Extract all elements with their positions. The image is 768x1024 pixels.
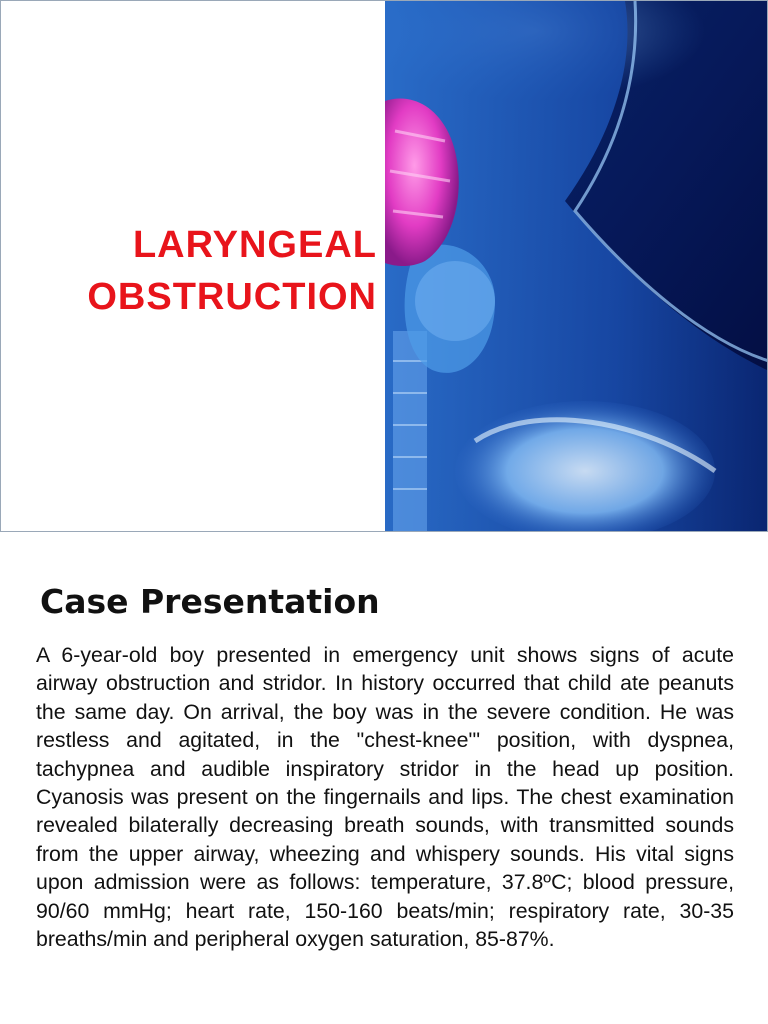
title-line-2: OBSTRUCTION bbox=[87, 276, 377, 318]
case-presentation-heading: Case Presentation bbox=[40, 582, 380, 621]
neck-xray-image bbox=[385, 1, 768, 532]
slide-title bbox=[1, 219, 377, 323]
title-line-1: LARYNGEAL bbox=[132, 224, 377, 266]
case-presentation-body: A 6-year-old boy presented in emergency unit shows signs of acute airway obstruction and stridor. In history occurred that child ate peanuts the same day. On arrival, the boy was in the severe condition. He was restless and agitated, in the "chest-knee'" position, with dyspnea, tachypnea and audible inspiratory stridor in the head up position. Cyanosis was present on the fingernails and lips. The chest examination revealed bilaterally decreasing breath sounds, with transmitted sounds from the upper airway, wheezing and whispery sounds. His vital signs upon admission were as follows: temperature, 37.8ºC; blood pressure, 90/60 mmHg; heart rate, 150-160 beats/min; respiratory rate, 30-35 breaths/min and peripheral oxygen saturation, 85-87%. bbox=[36, 643, 734, 952]
